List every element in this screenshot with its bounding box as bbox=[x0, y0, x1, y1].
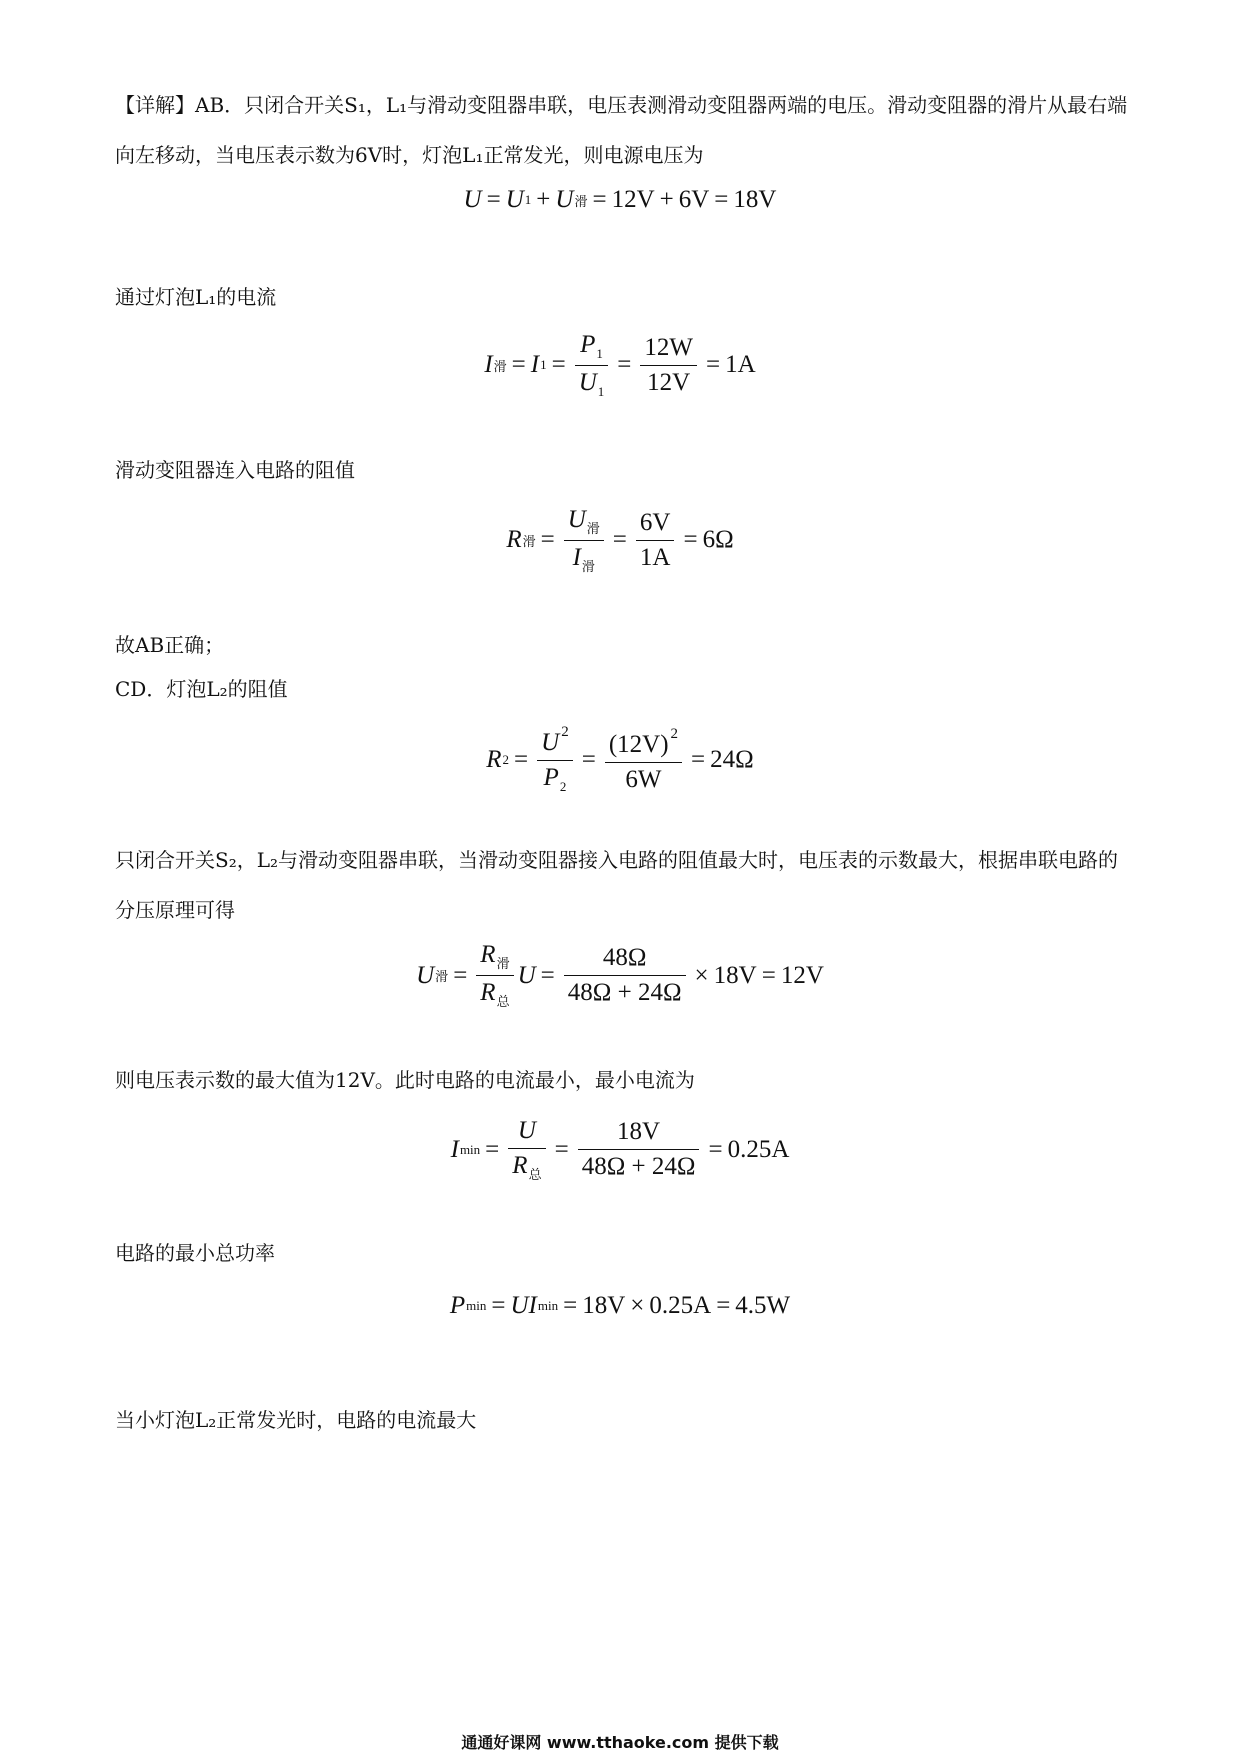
page-footer: 通通好课网 www.tthaoke.com 提供下载 bbox=[461, 1733, 779, 1752]
equation-resistance-slider: R 滑 = $\frac{U_滑}{I_滑}$ = $\frac{6V}{1A}$ = 6Ω bbox=[506, 505, 734, 574]
paragraph-current-l1: 通过灯泡L₁的电流 bbox=[115, 285, 277, 309]
paragraph-ab-correct: 故AB正确； bbox=[115, 633, 225, 657]
fraction: $\frac{P_1}{U_1}$ bbox=[575, 331, 609, 400]
fraction: $\frac{12W}{12V}$ bbox=[640, 334, 697, 397]
fraction: $\frac{6V}{1A}$ bbox=[636, 509, 675, 572]
equation-max-slider-voltage: U 滑 = $\frac{R_滑}{R_总}$ U = $\frac{48\Omega}{48\Omega + 24\Omega}$ × 18V = 12V bbox=[416, 941, 824, 1009]
fraction: $\frac{(12V) ^2}{6W}$ bbox=[605, 726, 682, 794]
equation-current-l1: I 滑 = I 1 = $\frac{P_1}{U_1}$ = $\frac{12W}{12V}$ = 1A bbox=[484, 330, 756, 399]
equation-min-current: I min = $\frac{U}{R_总}$ = $\frac{18V}{48\Omega + 24\Omega}$ = 0.25A bbox=[450, 1116, 790, 1182]
equation-min-power: P min = U I min = 18V × 0.25A = 4.5W bbox=[449, 1292, 791, 1319]
paragraph-min-current: 则电压表示数的最大值为12V。此时电路的电流最小，最小电流为 bbox=[115, 1068, 695, 1092]
equation-supply-voltage: U = U 1 + U 滑 = 12V + 6V = 18V bbox=[463, 186, 777, 213]
paragraph-switch-s2: 只闭合开关S₂，L₂与滑动变阻器串联，当滑动变阻器接入电路的阻值最大时，电压表的示数最大，根据串联电路的分压原理可得 bbox=[115, 848, 1119, 922]
paragraph-max-current: 当小灯泡L₂正常发光时，电路的电流最大 bbox=[115, 1408, 477, 1432]
fraction: $\frac{U_滑}{I_滑}$ bbox=[564, 506, 604, 575]
fraction: $\frac{48\Omega}{48\Omega + 24\Omega}$ bbox=[564, 944, 686, 1007]
fraction: $\frac{R_滑}{R_总}$ bbox=[476, 941, 513, 1010]
paragraph-intro: 【详解】AB．只闭合开关S₁，L₁与滑动变阻器串联，电压表测滑动变阻器两端的电压。滑动变阻器的滑片从最右端向左移动，当电压表示数为6V时，灯泡L₁正常发光，则电源电压为 bbox=[115, 93, 1128, 167]
fraction: $\frac{18V}{48\Omega + 24\Omega}$ bbox=[578, 1118, 700, 1181]
fraction: $\frac{U}{R_总}$ bbox=[508, 1117, 545, 1183]
paragraph-min-power: 电路的最小总功率 bbox=[115, 1241, 275, 1265]
paragraph-cd-resistance-l2: CD．灯泡L₂的阻值 bbox=[115, 677, 288, 701]
equation-resistance-l2: R 2 = $\frac{U ^2}{P_2}$ = $\frac{(12V) ^2}{6W}$ = 24Ω bbox=[486, 724, 754, 794]
fraction: $\frac{U ^2}{P_2}$ bbox=[537, 724, 573, 795]
paragraph-resistance-slider: 滑动变阻器连入电路的阻值 bbox=[115, 458, 355, 482]
